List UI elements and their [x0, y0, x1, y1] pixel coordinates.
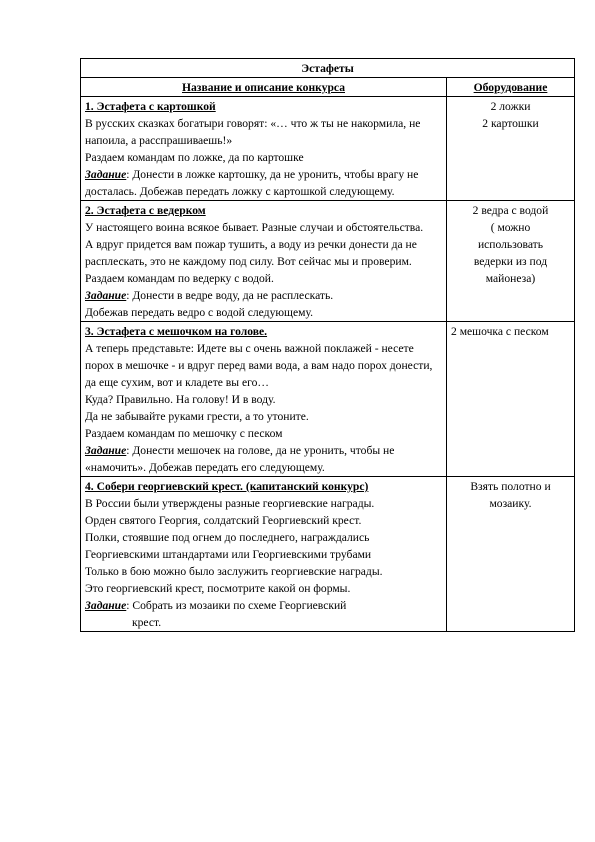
relay-description	[81, 97, 447, 201]
equipment-item: ( можно	[490, 221, 531, 234]
relay-equipment	[447, 477, 575, 632]
relay-description	[81, 477, 447, 632]
relay-task	[85, 166, 442, 200]
task-label: Задание	[85, 444, 127, 457]
equipment-item: 2 картошки	[482, 117, 539, 130]
relay-text: Полки, стоявшие под огнем до последнего, награждались Георгиевскими штандартами или Георгиевскими трубами	[85, 531, 372, 561]
task-text: : Донести в ведре воду, да не расплескать.	[126, 289, 334, 302]
relay-text: Орден святого Георгия, солдатский Георгиевский крест.	[85, 514, 362, 527]
task-text: : Донести мешочек на голове, да не уронить, чтобы не «намочить». Добежав передать его следующему.	[85, 444, 395, 474]
relay-text: Раздаем командам по мешочку с песком	[85, 427, 283, 440]
relay-text: Раздаем командам по ведерку с водой.	[85, 272, 274, 285]
equipment-item: использовать	[477, 238, 544, 251]
relay-task-extra: Добежав передать ведро с водой следующему.	[85, 306, 313, 319]
task-label: Задание	[85, 289, 127, 302]
relay-equipment	[447, 201, 575, 322]
equipment-item: ведерки из под	[473, 255, 548, 268]
table-title-row	[81, 59, 575, 78]
task-label: Задание	[85, 168, 127, 181]
equipment-item: майонеза)	[485, 272, 536, 285]
relay-task	[85, 597, 442, 614]
relay-text: А теперь представьте: Идете вы с очень важной поклажей - несете порох в мешочке - и вдруг перед вами вода, а вам надо порох донести, да еще сухим, вот и кладете вы его…	[85, 342, 433, 389]
equipment-item: мозаику.	[489, 497, 532, 510]
table-title: Эстафеты	[81, 59, 575, 78]
relay-task	[85, 442, 442, 476]
task-label: Задание	[85, 599, 127, 612]
table-header-row	[81, 78, 575, 97]
header-name: Название и описание конкурса	[81, 78, 447, 97]
relay-title: 3. Эстафета с мешочком на голове.	[85, 325, 268, 338]
task-text: : Собрать из мозаики по схеме Георгиевский	[126, 599, 347, 612]
relay-equipment	[447, 97, 575, 201]
equipment-item: 2 ложки	[490, 100, 531, 113]
relay-text: У настоящего воина всякое бывает. Разные случаи и обстоятельства.	[85, 221, 424, 234]
relay-equipment	[447, 322, 575, 477]
relay-title: 1. Эстафета с картошкой	[85, 100, 216, 113]
relay-title: 2. Эстафета с ведерком	[85, 204, 206, 217]
relay-text: Куда? Правильно. На голову! И в воду.	[85, 393, 276, 406]
relay-task-extra: крест.	[132, 616, 162, 629]
relay-text: В России были утверждены разные георгиевские награды.	[85, 497, 375, 510]
relay-task	[85, 287, 442, 304]
relay-text: А вдруг придется вам пожар тушить, а воду из речки донести да не расплескать, это не каждому под силу. Вот сейчас мы и проверим.	[85, 238, 417, 268]
table-row	[81, 477, 575, 632]
relay-text: Раздаем командам по ложке, да по картошке	[85, 151, 304, 164]
relays-table	[80, 58, 575, 632]
equipment-item: Взять полотно и	[470, 480, 551, 493]
relay-description	[81, 322, 447, 477]
relay-title: 4. Собери георгиевский крест. (капитанский конкурс)	[85, 480, 369, 493]
header-equipment: Оборудование	[447, 78, 575, 97]
relay-text: В русских сказках богатыри говорят: «… что ж ты не накормила, не напоила, а расспрашиваешь!»	[85, 117, 421, 147]
table-row	[81, 201, 575, 322]
relay-text: Только в бою можно было заслужить георгиевские награды.	[85, 565, 383, 578]
relay-text: Это георгиевский крест, посмотрите какой он формы.	[85, 582, 351, 595]
table-row	[81, 322, 575, 477]
task-text: : Донести в ложке картошку, да не уронить, чтобы врагу не досталась. Добежав передать ложку с картошкой следующему.	[85, 168, 419, 198]
equipment-item: 2 мешочка с песком	[451, 325, 549, 338]
table-row	[81, 97, 575, 201]
relay-text: Да не забывайте руками грести, а то утоните.	[85, 410, 309, 423]
relay-description	[81, 201, 447, 322]
equipment-item: 2 ведра с водой	[472, 204, 549, 217]
